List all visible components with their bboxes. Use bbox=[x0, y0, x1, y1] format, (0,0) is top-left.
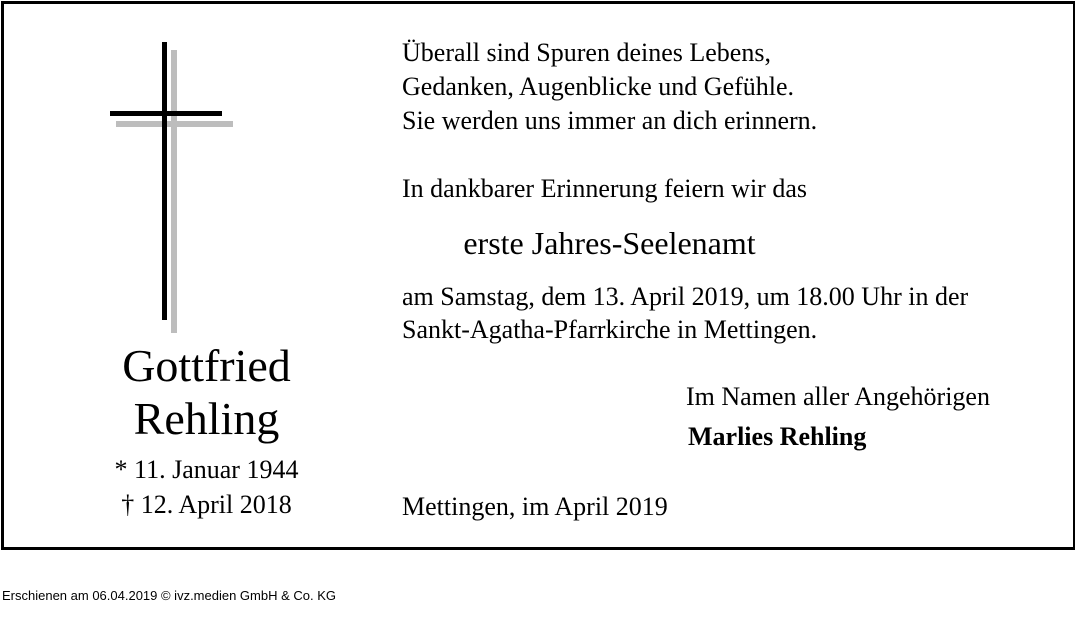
poem-line: Überall sind Spuren deines Lebens, bbox=[402, 38, 771, 67]
signer-name: Marlies Rehling bbox=[688, 422, 867, 451]
obituary-card bbox=[1, 1, 1075, 550]
memorial-intro: In dankbarer Erinnerung feiern wir das bbox=[402, 174, 807, 203]
deceased-last-name: Rehling bbox=[133, 393, 280, 444]
place-date: Mettingen, im April 2019 bbox=[402, 492, 668, 521]
cross-icon bbox=[108, 40, 236, 336]
publication-footer: Erschienen am 06.04.2019 © ivz.medien GmbH & Co. KG bbox=[2, 588, 337, 603]
event-details bbox=[402, 280, 968, 346]
event-title: erste Jahres-Seelenamt bbox=[463, 225, 756, 261]
poem-line: Sie werden uns immer an dich erinnern. bbox=[402, 106, 818, 135]
poem-line: Gedanken, Augenblicke und Gefühle. bbox=[402, 72, 795, 101]
on-behalf-line: Im Namen aller Angehörigen bbox=[686, 382, 990, 411]
poem bbox=[402, 36, 817, 138]
death-date: † 12. April 2018 bbox=[121, 490, 292, 519]
event-details-line: am Samstag, dem 13. April 2019, um 18.00 Uhr in der bbox=[402, 282, 969, 311]
birth-date: * 11. Januar 1944 bbox=[114, 455, 299, 484]
deceased-first-name: Gottfried bbox=[122, 340, 291, 391]
event-details-line: Sankt-Agatha-Pfarrkirche in Mettingen. bbox=[402, 315, 818, 344]
